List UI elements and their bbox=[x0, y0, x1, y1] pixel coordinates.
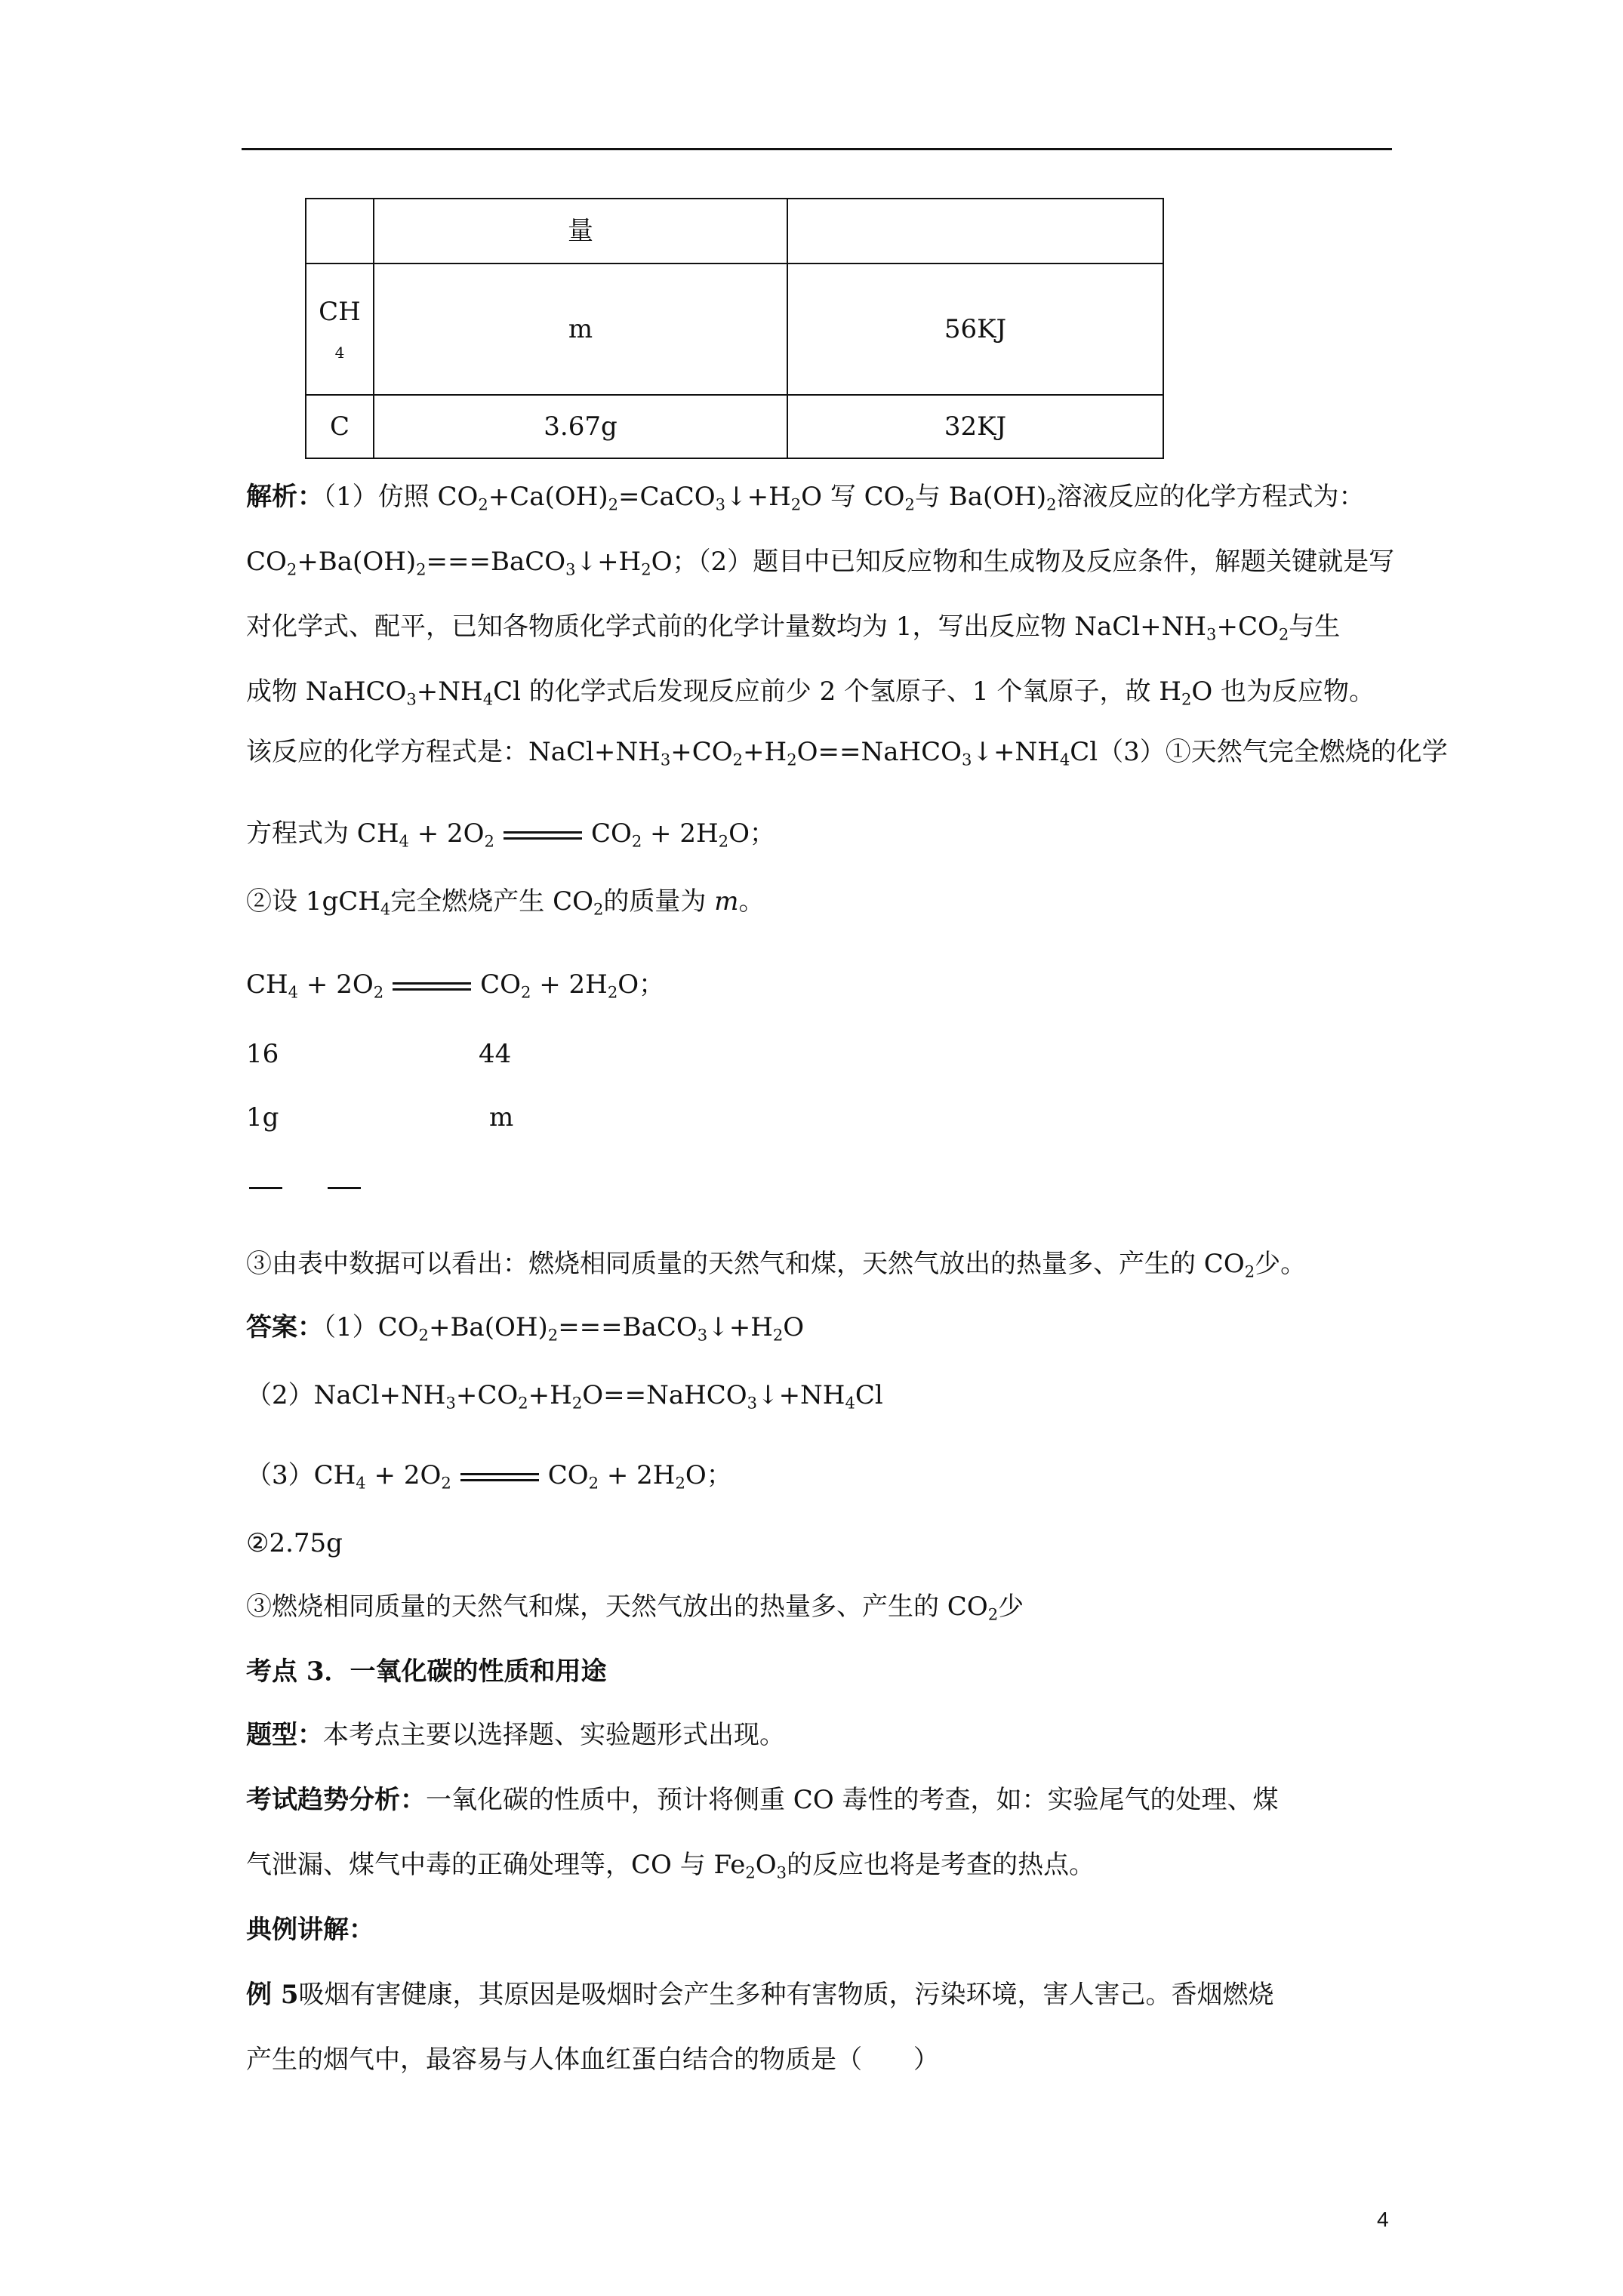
example-5-line-2: 产生的烟气中，最容易与人体血红蛋白结合的物质是（ ） bbox=[246, 2045, 939, 2075]
table-cell: 32KJ bbox=[787, 395, 1163, 458]
table-header-cell bbox=[306, 199, 374, 264]
analysis-line-7: ②设 1gCH$_4$完全燃烧产生 $CO_2$的质量为 m。 bbox=[246, 886, 765, 919]
answer-line-2: $(2)NaCl+NH_3+CO_2+H_2O==NaHCO_3↓+NH_4Cl$ bbox=[246, 1380, 883, 1413]
example-5-line-1: 例 5吸烟有害健康，其原因是吸烟时会产生多种有害物质，污染环境，害人害己。香烟燃烧 bbox=[246, 1980, 1274, 2010]
analysis-line-3: 对化学式、配平，已知各物质化学式前的化学计量数均为 1，写出反应物 $NaCl+NH_3+CO_2$与生 bbox=[246, 612, 1341, 644]
trend-line-1: 考试趋势分析：一氧化碳的性质中，预计将侧重 CO 毒性的考查，如：实验尾气的处理、煤 bbox=[246, 1785, 1279, 1815]
ratio-1g: 1g bbox=[246, 1102, 279, 1133]
table-cell: 3.67g bbox=[374, 395, 787, 458]
analysis-line-8: ③由表中数据可以看出：燃烧相同质量的天然气和煤，天然气放出的热量多、产生的 $CO_2$少。 bbox=[246, 1249, 1307, 1281]
trend-line-2: 气泄漏、煤气中毒的正确处理等，CO 与 $Fe_2O_3$的反应也将是考查的热点。 bbox=[246, 1850, 1095, 1882]
table-header-cell bbox=[787, 199, 1163, 264]
table-cell: C bbox=[306, 395, 374, 458]
table-cell: m bbox=[374, 264, 787, 395]
data-table bbox=[305, 198, 1164, 459]
answer-line-1: 答案：$(1)CO_2+Ba(OH)_2===BaCO_3↓+H_2O$ bbox=[246, 1312, 805, 1345]
ratio-16: 16 bbox=[246, 1039, 279, 1069]
answer-line-5: ③燃烧相同质量的天然气和煤，天然气放出的热量多、产生的 $CO_2$少 bbox=[246, 1592, 1024, 1624]
ratio-m: m bbox=[489, 1102, 514, 1133]
equals-sign bbox=[504, 831, 582, 840]
analysis-equation-2: $CH_4 + 2O_2$ $CO_2 + 2H_2O$； bbox=[246, 969, 665, 1002]
analysis-line-1: 解析：（1）仿照 $CO_2+Ca(OH)_2=CaCO_3↓+H_2O$ 写 $CO_2$与 $Ba(OH)_2$溶液反应的化学方程式为： bbox=[246, 482, 1365, 514]
fraction-bar bbox=[249, 1187, 282, 1189]
analysis-line-5: 该反应的化学方程式是：$NaCl+NH_3+CO_2+H_2O==NaHCO_3↓+NH_4Cl(3)①$天然气完全燃烧的化学 bbox=[246, 737, 1448, 769]
equals-sign bbox=[460, 1473, 539, 1481]
ratio-44: 44 bbox=[479, 1039, 512, 1069]
table-row bbox=[306, 395, 1163, 458]
fraction-bar bbox=[328, 1187, 361, 1189]
analysis-line-4: 成物 $NaHCO_3+NH_4Cl$ 的化学式后发现反应前少 2 个氢原子、1 个氧原子，故 $H_2O$ 也为反应物。 bbox=[246, 676, 1375, 709]
equals-sign bbox=[393, 982, 471, 991]
section-title: 考点 3．一氧化碳的性质和用途 bbox=[246, 1657, 607, 1687]
header-rule bbox=[242, 148, 1392, 150]
table-header-cell: 量 bbox=[374, 199, 787, 264]
table-cell: 56KJ bbox=[787, 264, 1163, 395]
table-row bbox=[306, 264, 1163, 395]
answer-line-4: ②2.75g bbox=[246, 1528, 343, 1558]
question-type: 题型：本考点主要以选择题、实验题形式出现。 bbox=[246, 1720, 785, 1750]
page-number: 4 bbox=[1377, 2208, 1389, 2231]
table-cell: CH 4 bbox=[306, 264, 374, 395]
example-heading: 典例讲解： bbox=[246, 1915, 374, 1945]
analysis-line-2: $CO_2+Ba(OH)_2===BaCO_3↓+H_2O$；（2）题目中已知反应物和生成物及反应条件，解题关键就是写 bbox=[246, 547, 1395, 579]
answer-equation: $(3)CH_4 + 2O_2$ $CO_2 + 2H_2O$； bbox=[246, 1460, 732, 1493]
analysis-equation-1: 方程式为 $CH_4 + 2O_2$ $CO_2 + 2H_2O$； bbox=[246, 818, 775, 851]
